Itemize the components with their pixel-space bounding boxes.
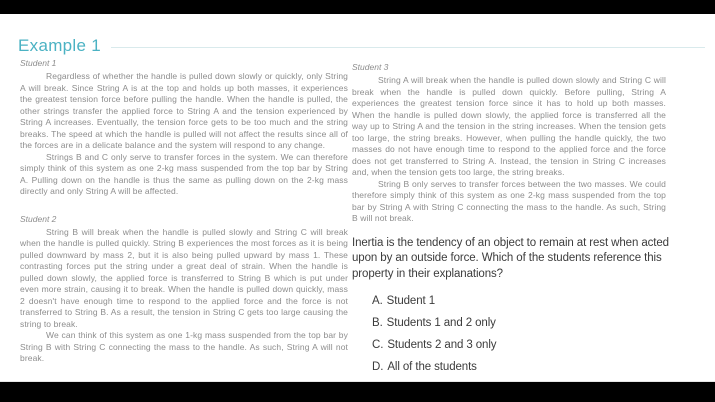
student-3-section [352, 62, 666, 225]
page-title: Example 1 [18, 36, 102, 55]
student-3-paragraph-1: String A will break when the handle is pulled down slowly and String C will break when the handle is pulled down quickly. Before pulling, String A experiences the greatest tension force since it has to hold up both masses. When the handle is pulled down slowly, the applied force is transferred all the way up to String A and the tension in the string increases. When the tension gets too large, the string breaks. However, when pulling the handle quickly, the two masses do not have enough time to respond to the applied force and the force does not get transferred to String A. Instead, the tension in String C increases and, when the tension gets too large, the string breaks. [352, 75, 666, 177]
option-b-label: Students 1 and 2 only [386, 317, 496, 329]
option-a-letter: A. [372, 295, 383, 307]
student-1-paragraph-1: Regardless of whether the handle is pulled down slowly or quickly, only String A will break. Since String A is at the top and holds up both masses, it experiences the greatest tension force before pulling the handle. When the handle is pulled, the other strings transfer the applied force to String A and the tension experienced by String A increases. Eventually, the tension force gets to be too much and the string breaks. The speed at which the handle is pulled will not affect the results since all of the forces are in a delicate balance and the system will respond to any change. [20, 71, 348, 150]
question-text: Inertia is the tendency of an object to remain at rest when acted upon by an outside force. Which of the students reference this property in their explanations? [352, 236, 669, 280]
student-3-paragraph-2: String B only serves to transfer forces between the two masses. We could therefore simply think of this system as one 2-kg mass suspended from the top bar by String A with String C connecting the mass to the handle. As such, String B will not break. [352, 178, 666, 223]
answer-option-d [372, 361, 666, 374]
answer-option-c [372, 339, 666, 352]
student-2-paragraph-2: We can think of this system as one 1-kg mass suspended from the top bar by String B with String C connecting the mass to the handle. As such, String A will not break. [20, 330, 348, 363]
answer-options [352, 295, 666, 374]
student-1-paragraph-2: Strings B and C only serve to transfer forces in the system. We can therefore simply think of this system as one 2-kg mass suspended from the top bar by String A. Pulling down on the handle is thus the same as pulling down on the 2-kg mass directly and only String A will be affected. [20, 151, 348, 196]
right-column [352, 62, 669, 383]
worksheet [0, 14, 715, 382]
title-divider [111, 47, 705, 48]
option-d-label: All of the students [387, 361, 477, 373]
student-2-paragraph-1: String B will break when the handle is pulled slowly and String C will break when the handle is pulled quickly. String B experiences the most forces as it is being pulled downward by mass 2, but it is also being pulled upward by mass 1. These contrasting forces put the string under a great deal of strain. When the handle is pulled down slowly, the applied force is transferred to String B which is put under even more strain, causing it to break. When the handle is pulled down quickly, mass 2 doesn't have enough time to respond to the applied force and the force is not transferred to String B. As a result, the tension in String C gets too large causing the string to break. [20, 226, 348, 329]
heading-row [18, 36, 705, 56]
question-block [352, 236, 669, 375]
student-2-label: Student 2 [20, 213, 57, 224]
option-a-label: Student 1 [386, 295, 436, 307]
student-1-section [20, 58, 348, 198]
answer-option-a [372, 295, 666, 308]
letterbox-bottom-bar [0, 382, 715, 402]
student-3-label: Student 3 [352, 62, 389, 72]
student-1-label: Student 1 [20, 58, 57, 68]
answer-option-b [372, 317, 666, 330]
option-c-label: Students 2 and 3 only [387, 339, 497, 351]
option-b-letter: B. [372, 317, 383, 329]
left-column [20, 58, 348, 365]
option-d-letter: D. [372, 361, 384, 373]
student-2-section [20, 214, 348, 365]
option-c-letter: C. [372, 339, 384, 351]
letterbox-top-bar [0, 0, 715, 14]
